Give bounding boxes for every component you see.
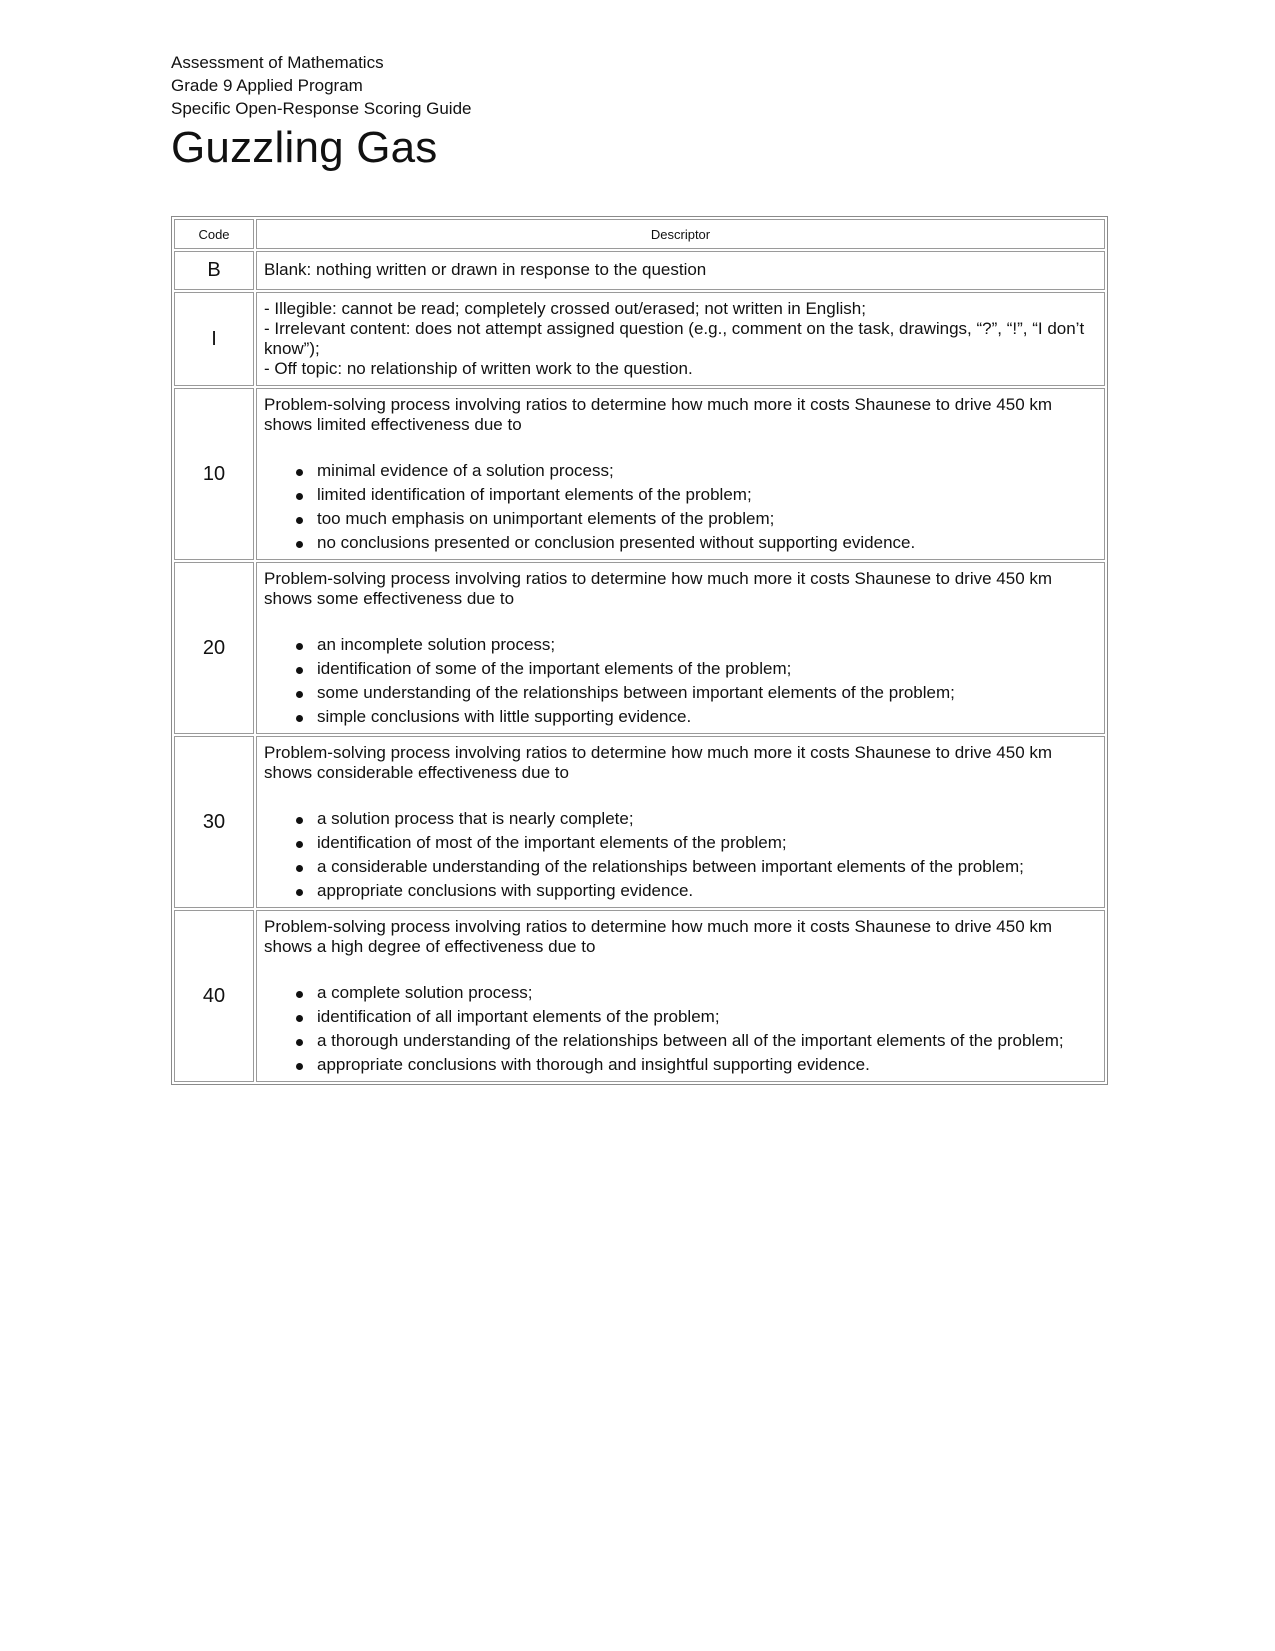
code-cell: I (174, 292, 254, 386)
table-row-code-40 (174, 910, 1105, 1082)
code-cell: 10 (174, 388, 254, 560)
bullet-icon (296, 1015, 303, 1022)
bullet-icon (296, 541, 303, 548)
list-item: no conclusions presented or conclusion presented without supporting evidence. (317, 533, 1094, 553)
bullet-icon (296, 865, 303, 872)
descriptor-line-irrelevant: - Irrelevant content: does not attempt assigned question (e.g., comment on the task, drawings, “?”, “!”, “I don’t know”); (264, 319, 1085, 358)
document-header (171, 51, 472, 174)
criteria-list (264, 809, 1094, 901)
list-item: appropriate conclusions with supporting evidence. (317, 881, 1094, 901)
bullet-icon (296, 991, 303, 998)
bullet-icon (296, 715, 303, 722)
descriptor-intro: Problem-solving process involving ratios to determine how much more it costs Shaunese to drive 450 km shows a high degree of effectiveness due to (264, 917, 1053, 956)
descriptor-cell (256, 388, 1105, 560)
list-item: minimal evidence of a solution process; (317, 461, 1094, 481)
header-assessment-line: Assessment of Mathematics (171, 53, 384, 72)
descriptor-intro: Problem-solving process involving ratios to determine how much more it costs Shaunese to drive 450 km shows considerable effectiveness due to (264, 743, 1053, 782)
descriptor-line-illegible: - Illegible: cannot be read; completely crossed out/erased; not written in English; (264, 299, 866, 318)
bullet-icon (296, 1063, 303, 1070)
table-row-code-20 (174, 562, 1105, 734)
table-row-code-i (174, 292, 1105, 386)
descriptor-cell (256, 562, 1105, 734)
bullet-icon (296, 517, 303, 524)
bullet-icon (296, 469, 303, 476)
table-row-code-30 (174, 736, 1105, 908)
descriptor-intro: Problem-solving process involving ratios to determine how much more it costs Shaunese to drive 450 km shows some effectiveness due to (264, 569, 1053, 608)
criteria-list (264, 461, 1094, 553)
bullet-icon (296, 493, 303, 500)
list-item: identification of most of the important elements of the problem; (317, 833, 1094, 853)
descriptor-intro: Problem-solving process involving ratios to determine how much more it costs Shaunese to drive 450 km shows limited effectiveness due to (264, 395, 1053, 434)
list-item: limited identification of important elements of the problem; (317, 485, 1094, 505)
list-item: a solution process that is nearly complete; (317, 809, 1094, 829)
descriptor-column-header: Descriptor (256, 219, 1105, 249)
scoring-guide-table (171, 216, 1108, 1085)
descriptor-cell (256, 292, 1105, 386)
bullet-icon (296, 817, 303, 824)
bullet-icon (296, 667, 303, 674)
list-item: simple conclusions with little supporting evidence. (317, 707, 1094, 727)
page-title: Guzzling Gas (171, 123, 438, 172)
list-item: an incomplete solution process; (317, 635, 1094, 655)
code-cell: 40 (174, 910, 254, 1082)
header-guide-line: Specific Open-Response Scoring Guide (171, 99, 472, 118)
bullet-icon (296, 889, 303, 896)
code-cell: 20 (174, 562, 254, 734)
descriptor-cell (256, 910, 1105, 1082)
criteria-list (264, 983, 1094, 1075)
bullet-icon (296, 841, 303, 848)
list-item: a considerable understanding of the relationships between important elements of the problem; (317, 857, 1094, 877)
list-item: a complete solution process; (317, 983, 1094, 1003)
bullet-icon (296, 691, 303, 698)
table-row-code-b (174, 251, 1105, 290)
criteria-list (264, 635, 1094, 727)
list-item: a thorough understanding of the relationships between all of the important elements of the problem; (317, 1031, 1094, 1051)
code-column-header: Code (174, 219, 254, 249)
list-item: appropriate conclusions with thorough and insightful supporting evidence. (317, 1055, 1094, 1075)
header-grade-line: Grade 9 Applied Program (171, 76, 363, 95)
code-cell: B (174, 251, 254, 290)
list-item: too much emphasis on unimportant elements of the problem; (317, 509, 1094, 529)
list-item: identification of all important elements of the problem; (317, 1007, 1094, 1027)
bullet-icon (296, 1039, 303, 1046)
table-row-code-10 (174, 388, 1105, 560)
table-header-row (174, 219, 1105, 249)
descriptor-line-off-topic: - Off topic: no relationship of written work to the question. (264, 359, 693, 378)
bullet-icon (296, 643, 303, 650)
list-item: some understanding of the relationships between important elements of the problem; (317, 683, 1094, 703)
list-item: identification of some of the important elements of the problem; (317, 659, 1094, 679)
descriptor-cell: Blank: nothing written or drawn in response to the question (256, 251, 1105, 290)
descriptor-cell (256, 736, 1105, 908)
code-cell: 30 (174, 736, 254, 908)
